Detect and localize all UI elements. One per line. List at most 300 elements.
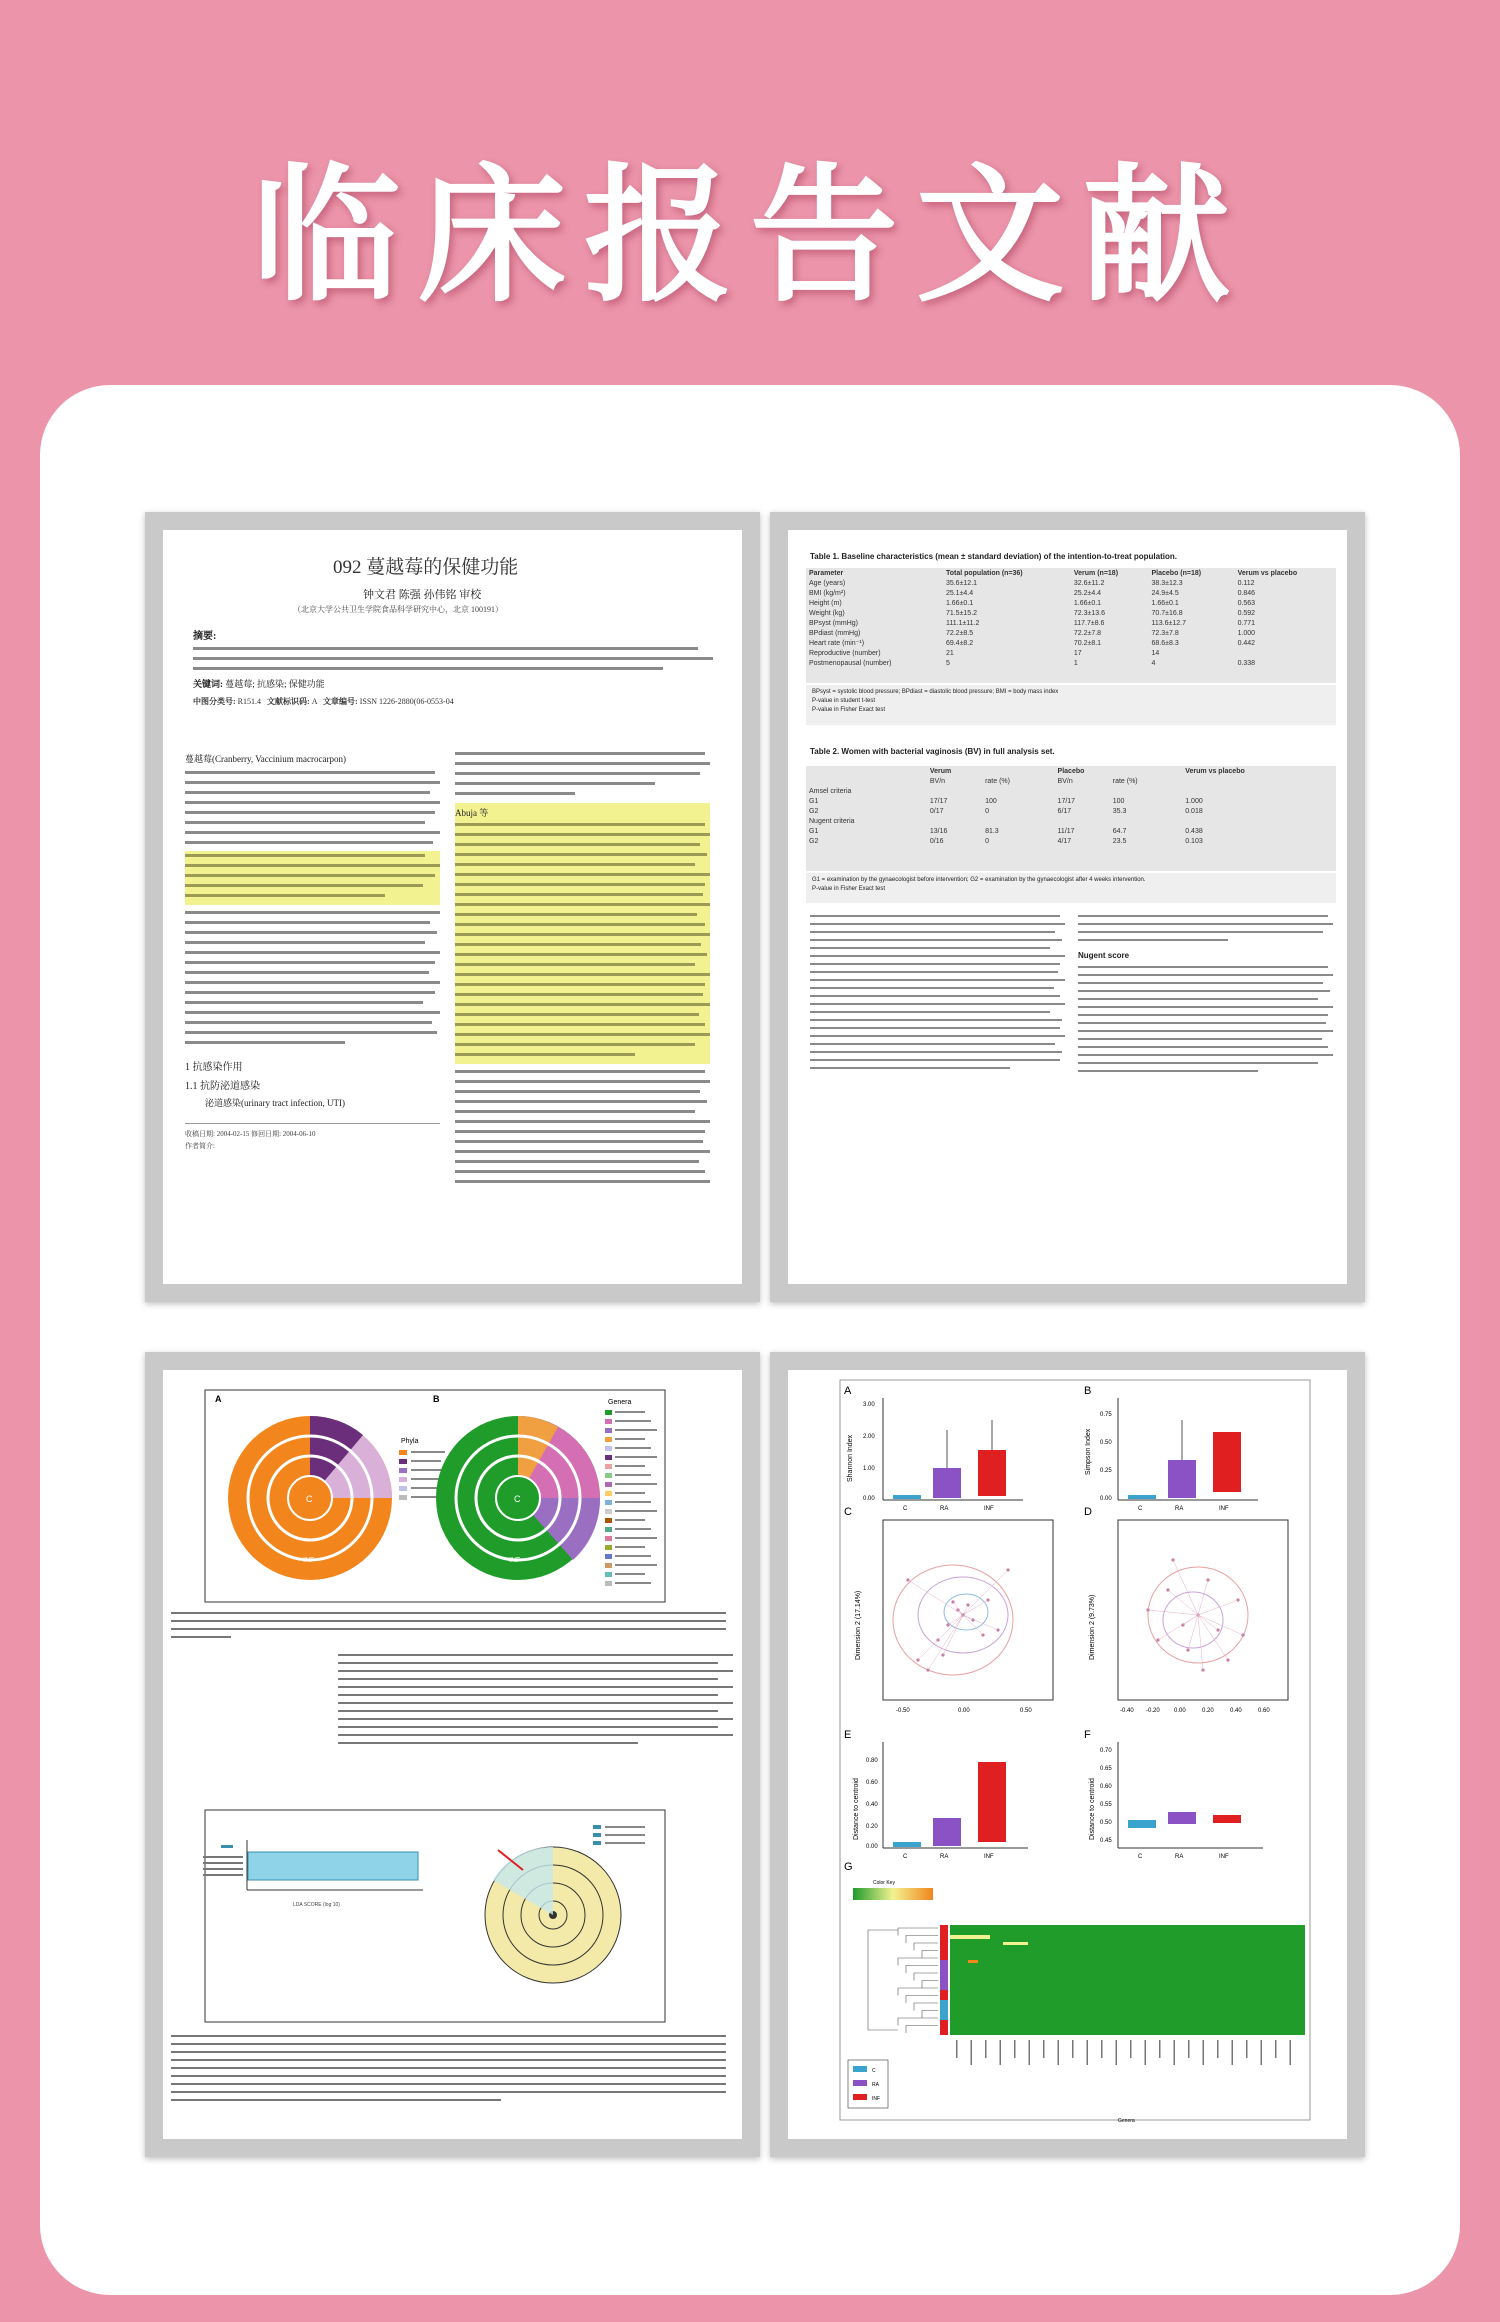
table1-cell: BMI (kg/m²) (809, 589, 846, 597)
legend-b-text-line (615, 1537, 657, 1539)
table2-row (806, 816, 1336, 826)
body-text-line (338, 1694, 718, 1696)
body-col-left (810, 915, 1065, 1075)
e-x-c: C (903, 1854, 908, 1860)
page-title: 临床报告文献 (252, 150, 1248, 322)
scatter-spoke (1198, 1580, 1208, 1615)
legend-b-swatch (605, 1419, 612, 1424)
table2-cell (1055, 786, 1110, 796)
caption-text-line (171, 2083, 726, 2085)
body-text-line (338, 1662, 718, 1664)
heatmap-x-label (1246, 2040, 1248, 2058)
b-tick-1: 0.50 (1100, 1440, 1112, 1446)
pcoa-plot-d (1089, 1520, 1288, 1714)
table2-cell: 100 (985, 797, 997, 805)
simpson-box-ra (1168, 1460, 1196, 1498)
table2-sub-cell: BV/n (929, 777, 946, 785)
table1-cell: 24.9±4.5 (1151, 589, 1179, 597)
table2-row (806, 796, 1336, 806)
table1-row (806, 658, 1336, 668)
legend-b-swatch (605, 1491, 612, 1496)
donut-a-center-label: C (306, 1494, 313, 1504)
d-ylabel: Dimension 2 (9.73%) (1089, 1594, 1096, 1660)
a-tick-3: 0.00 (863, 1496, 875, 1502)
table2-note: P-value in Fisher Exact test (812, 886, 886, 892)
table2-cell: G1 (809, 827, 819, 835)
body-text-line (338, 1742, 638, 1744)
table1-cell: 0.442 (1237, 639, 1256, 647)
table2-cell: 0 (985, 837, 989, 845)
body-text-line (338, 1710, 718, 1712)
body-text-line (338, 1654, 733, 1656)
f-tick-0: 0.70 (1100, 1748, 1112, 1754)
b-tick-3: 0.00 (1100, 1496, 1112, 1502)
e-tick-0: 0.80 (866, 1758, 878, 1764)
legend-b-swatch (605, 1482, 612, 1487)
d-xtick-1: -0.20 (1146, 1708, 1160, 1714)
dendro-branch (898, 1958, 938, 1966)
table1-cell: 1.66±0.1 (945, 599, 974, 607)
f-box-ra (1168, 1812, 1196, 1824)
table1-cell: 70.2±8.1 (1073, 639, 1102, 647)
table1-cell: Heart rate (min⁻¹) (809, 640, 865, 647)
table1-cell: 1.000 (1237, 629, 1256, 637)
legend-b-swatch (605, 1518, 612, 1523)
section-1-1-heading: 1.1 抗防泌道感染 (185, 1081, 260, 1092)
table2-cell: 17/17 (929, 797, 948, 805)
body-text-line (338, 1734, 733, 1736)
donut-a-outer-label: INF (303, 1557, 315, 1564)
table2-cell: 0.438 (1185, 827, 1203, 835)
c-ylabel: Dimension 2 (17.14%) (855, 1590, 862, 1660)
legend-b-text-line (615, 1492, 645, 1494)
dendro-branch (922, 1981, 938, 1989)
table2-cell: 0/16 (929, 837, 944, 845)
table1-cell: 25.2±4.4 (1073, 589, 1102, 597)
legend-b-text-line (615, 1582, 651, 1584)
table2-sub-cell: BV/n (1057, 777, 1073, 785)
a-tick-0: 3.00 (863, 1402, 875, 1408)
d-xtick-2: 0.00 (1174, 1708, 1186, 1714)
legend-b-swatch (605, 1527, 612, 1532)
table2-cell: 13/16 (929, 827, 948, 835)
heatmap-x-label (1188, 2040, 1190, 2058)
table2-cell: 11/17 (1057, 827, 1075, 835)
e-box-inf (978, 1762, 1006, 1842)
table2-cell: 1.000 (1185, 797, 1203, 805)
section-1-1-text: 泌道感染(urinary tract infection, UTI) (205, 1098, 345, 1108)
dendro-branch (922, 1951, 938, 1959)
table1-cell: Age (years) (809, 579, 846, 587)
heatmap-x-label (1203, 2040, 1205, 2065)
heatmap-x-label (1232, 2040, 1234, 2065)
table1-cell: 69.4±8.2 (945, 639, 974, 647)
table2-cell: G2 (809, 807, 819, 815)
cladogram (485, 1847, 621, 1983)
simpson-box-inf (1213, 1432, 1241, 1492)
table2-cell (1055, 816, 1110, 826)
table1-row (806, 618, 1336, 628)
legend-b-text-line (615, 1564, 657, 1566)
legend-a-title: Phyla (401, 1438, 419, 1445)
doc-page-english-tables[interactable] (770, 512, 1365, 1302)
a-tick-2: 1.00 (863, 1466, 875, 1472)
e-x-ra: RA (940, 1854, 949, 1860)
table1-cell: 113.6±12.7 (1151, 619, 1186, 627)
heatmap-x-label (1072, 2040, 1074, 2058)
legend-c-label: C (872, 2068, 876, 2074)
table1-header-cell: Placebo (n=18) (1151, 569, 1202, 577)
shannon-plot (847, 1398, 1023, 1512)
c-xtick-0: -0.50 (896, 1708, 910, 1714)
donut-b-outer-label: INF (509, 1557, 521, 1564)
abstract-block (193, 626, 713, 707)
legend-inf-label: INF (872, 2096, 881, 2102)
heatmap-x-label (1275, 2040, 1277, 2058)
dendro-branch (914, 1973, 938, 1981)
table1-cell: 0.563 (1237, 599, 1256, 607)
heatmap-x-label (1058, 2040, 1060, 2065)
a-x-c: C (903, 1506, 908, 1512)
f-tick-2: 0.60 (1100, 1784, 1112, 1790)
article-title: 092 蔓越莓的保健功能 (333, 557, 519, 578)
table2-cell (1110, 786, 1182, 796)
c-xtick-1: 0.00 (958, 1708, 970, 1714)
dendro-branch (898, 1928, 938, 1936)
legend-inf (853, 2094, 867, 2100)
body-text-line (338, 1702, 733, 1704)
scatter-spoke (953, 1602, 963, 1615)
table2-cell (982, 816, 1054, 826)
legend-b-swatch (605, 1572, 612, 1577)
table1-cell: 0.846 (1237, 589, 1256, 597)
f-x-inf: INF (1219, 1854, 1229, 1860)
color-key-bar (853, 1888, 933, 1900)
e-box-ra (933, 1818, 961, 1846)
dendrogram (868, 1928, 938, 2033)
e-tick-4: 0.00 (866, 1844, 878, 1850)
legend-b-text-line (615, 1438, 645, 1440)
panel-g: G (844, 1861, 853, 1873)
heatmap-x-label (1217, 2040, 1219, 2058)
table1-cell: 32.6±11.2 (1073, 579, 1105, 587)
legend-b-text-line (615, 1519, 645, 1521)
legend-b-swatch (605, 1536, 612, 1541)
legend-b-text-line (615, 1546, 645, 1548)
table1-row (806, 588, 1336, 598)
a-x-inf: INF (984, 1506, 994, 1512)
legend-b-swatch (605, 1563, 612, 1568)
table1-cell: 14 (1151, 649, 1160, 657)
legend-b-swatch (605, 1500, 612, 1505)
dendro-branch (898, 1988, 938, 1996)
article-affiliation: （北京大学公共卫生学院食品科学研究中心，北京 100191） (293, 605, 503, 614)
table1-cell: Postmenopausal (number) (809, 659, 892, 667)
table1-cell: 117.7±8.6 (1073, 619, 1105, 627)
f-box-c (1128, 1820, 1156, 1828)
b-tick-2: 0.25 (1100, 1468, 1112, 1474)
caption-text-line (171, 2091, 726, 2093)
d-xtick-0: -0.40 (1120, 1708, 1134, 1714)
heatmap-x-label (1130, 2040, 1132, 2058)
table1-cell: 1 (1073, 659, 1078, 667)
table2-cell (982, 786, 1054, 796)
simpson-plot (1085, 1398, 1258, 1512)
body-text-line (338, 1718, 733, 1720)
table2-cell: 4/17 (1057, 837, 1072, 845)
donut-b-center-label: C (514, 1494, 521, 1504)
color-key-title: Color Key (873, 1880, 895, 1886)
scatter-spoke (918, 1615, 963, 1660)
panel-a-label: A (215, 1394, 222, 1404)
table1-cell: 0.592 (1237, 609, 1256, 617)
table2-cell: G2 (809, 837, 819, 845)
table2-cell: 23.5 (1112, 837, 1127, 845)
scatter-spoke (1148, 1610, 1198, 1615)
table1-cell: 71.5±15.2 (945, 609, 978, 617)
legend-b-title: Genera (608, 1399, 632, 1406)
panel-a: A (844, 1385, 852, 1397)
a-tick-1: 2.00 (863, 1434, 875, 1440)
f-tick-3: 0.55 (1100, 1802, 1112, 1808)
figure3-body-lines (338, 1654, 733, 1744)
article-no-value: ISSN 1226-2880(06-0553-04 (359, 697, 454, 706)
table1-cell: 35.6±12.1 (945, 579, 978, 587)
caption-text-line (171, 2051, 726, 2053)
legend-b-swatch (605, 1464, 612, 1469)
caption-text-line (171, 2035, 726, 2037)
legend-b-text-line (615, 1510, 657, 1512)
legend-b-text-line (615, 1456, 657, 1458)
table1-cell: Weight (kg) (809, 609, 845, 617)
caption-text-line (171, 2075, 726, 2077)
scatter-spoke (963, 1615, 983, 1635)
table1-note: P-value in Fisher Exact test (812, 707, 886, 713)
table1-header-cell: Total population (n=36) (945, 569, 1023, 577)
legend-ra-label: RA (872, 2082, 879, 2088)
heatmap-x-label (1101, 2040, 1103, 2058)
dendro-branch (906, 1936, 938, 1944)
figure-svg (788, 1370, 1347, 2139)
e-box-c (893, 1842, 921, 1847)
table1-cell: 111.1±11.2 (945, 619, 980, 627)
panel-b-label: B (433, 1394, 440, 1404)
section-1-heading: 1 抗感染作用 (185, 1062, 243, 1073)
footer-received: 收稿日期: 2004-02-15 修回日期: 2004-06-10 (185, 1130, 316, 1138)
shannon-ylabel: Shannon Index (847, 1434, 854, 1482)
panel-f: F (1084, 1729, 1091, 1741)
b-x-c: C (1138, 1506, 1143, 1512)
e-ylabel: Distance to centroid (853, 1778, 860, 1840)
code-value: A (311, 697, 318, 706)
table1-row (806, 578, 1336, 588)
e-tick-3: 0.20 (866, 1824, 878, 1830)
table2-group-cell: Verum vs placebo (1185, 767, 1245, 775)
table1-cell: 1.66±0.1 (1073, 599, 1102, 607)
table1-cell: 5 (945, 659, 950, 667)
donut-a (228, 1416, 392, 1580)
table2 (806, 766, 1336, 871)
table2-sub-cell: rate (%) (985, 777, 1010, 785)
table2-row (806, 786, 1336, 796)
table2-sub-cell: rate (%) (1112, 777, 1138, 785)
table2-cell: 17/17 (1057, 797, 1076, 805)
lda-bar (248, 1852, 418, 1880)
scatter-spoke (963, 1615, 973, 1620)
table2-cell: 64.7 (1112, 827, 1127, 835)
legend-b-swatch (605, 1446, 612, 1451)
nugent-heading: Nugent score (1078, 951, 1130, 960)
table1-cell: 17 (1073, 649, 1082, 657)
doc-page-chinese-article[interactable] (145, 512, 760, 1302)
f-ylabel: Distance to centroid (1089, 1778, 1096, 1840)
table2-cell: 0/17 (929, 807, 944, 815)
dendro-root (868, 1930, 898, 2030)
b-x-ra: RA (1175, 1506, 1184, 1512)
table1-row (806, 628, 1336, 638)
table2-cell: 6/17 (1057, 807, 1072, 815)
dendro-branch (906, 2026, 938, 2034)
heatmap-x-label (1000, 2040, 1002, 2065)
panel-b: B (1084, 1385, 1092, 1397)
heatmap-x-label (1014, 2040, 1016, 2058)
table1-cell: 1.66±0.1 (1151, 599, 1179, 607)
table1-cell: Height (m) (809, 599, 842, 607)
intro-start: 蔓越莓(Cranberry, Vaccinium macrocarpon) (185, 754, 346, 764)
distance-plot-e (853, 1742, 1028, 1860)
legend-b-text-line (615, 1447, 651, 1449)
donut-b (436, 1416, 600, 1580)
table1-notes (806, 685, 1336, 725)
d-xtick-4: 0.40 (1230, 1708, 1242, 1714)
body-col-right (1078, 915, 1333, 1078)
legend-b-text-line (615, 1429, 657, 1431)
scatter-spoke (1198, 1600, 1238, 1615)
heatmap-x-label (1159, 2040, 1161, 2058)
legend-b-text-line (615, 1411, 645, 1413)
legend-b-text-line (615, 1573, 645, 1575)
footer-author: 作者简介: (185, 1142, 215, 1150)
table1-cell: 72.2±8.5 (945, 629, 974, 637)
table2-cell (1110, 816, 1182, 826)
heatmap-x-label (1116, 2040, 1118, 2065)
legend-b-text-line (615, 1420, 651, 1422)
table1-header-cell: Verum (n=18) (1073, 569, 1119, 577)
legend-b-swatch (605, 1509, 612, 1514)
table1-cell: BPdiast (mmHg) (809, 629, 861, 637)
body-text-line (338, 1686, 733, 1688)
table2-cell: 0.018 (1185, 807, 1203, 815)
b-tick-0: 0.75 (1100, 1412, 1112, 1418)
e-tick-2: 0.40 (866, 1802, 878, 1808)
legend-b-text-line (615, 1501, 651, 1503)
scatter-spoke (928, 1615, 963, 1670)
table2-notes (806, 873, 1336, 903)
distance-plot-f (1089, 1742, 1263, 1860)
documents-card (40, 385, 1460, 2295)
scatter-spoke (963, 1570, 1008, 1615)
scatter-spoke (963, 1615, 998, 1630)
heatmap-x-label (1261, 2040, 1263, 2065)
table2-cell: 100 (1112, 797, 1125, 805)
class-label: 中图分类号: (193, 697, 236, 706)
heatmap (848, 1880, 1305, 2124)
table2-row (806, 836, 1336, 846)
class-value: R151.4 (237, 697, 262, 706)
f-tick-5: 0.45 (1100, 1838, 1112, 1844)
figure3-caption-lines (171, 1612, 726, 1638)
table1-cell: Reproductive (number) (809, 649, 881, 657)
f-tick-1: 0.65 (1100, 1766, 1112, 1772)
table1-cell: 72.3±13.6 (1073, 609, 1105, 617)
heatmap-x-label (1029, 2040, 1031, 2065)
heatmap-body (950, 1925, 1305, 2035)
table2-cell: 35.3 (1112, 807, 1127, 815)
legend-b-swatch (605, 1455, 612, 1460)
legend-b-text-line (615, 1555, 651, 1557)
heatmap-x-label (1145, 2040, 1147, 2065)
table1-row (806, 638, 1336, 648)
e-tick-1: 0.60 (866, 1780, 878, 1786)
right-column (455, 752, 710, 1190)
legend-b-swatch (605, 1437, 612, 1442)
heatmap-x-label (1174, 2040, 1176, 2065)
table2-row (806, 806, 1336, 816)
doc-page-pie-figures[interactable] (145, 1352, 760, 2157)
legend-ra (853, 2080, 867, 2086)
table1-cell: 38.3±12.3 (1151, 579, 1183, 587)
table2-cell: 0.103 (1185, 837, 1203, 845)
legend-b-text-line (615, 1528, 651, 1530)
dendro-branch (914, 1943, 938, 1951)
table1-cell: BPsyst (mmHg) (809, 619, 858, 627)
table2-cell: Amsel criteria (809, 787, 852, 795)
heatmap-x-label (1290, 2040, 1292, 2065)
legend-c (853, 2066, 867, 2072)
panel-c: C (844, 1506, 852, 1518)
article-authors: 钟文君 陈强 孙伟铭 审校 (363, 589, 482, 601)
table1-cell: 68.6±8.3 (1151, 639, 1179, 647)
right-start: Abuja 等 (455, 808, 489, 818)
table1-row (806, 598, 1336, 608)
shannon-box-c (893, 1495, 921, 1499)
a-x-ra: RA (940, 1506, 949, 1512)
legend-b-text-line (615, 1465, 645, 1467)
body-text-line (338, 1670, 733, 1672)
scatter-spoke (1198, 1615, 1203, 1670)
table1-row (806, 648, 1336, 658)
legend-b-swatch (605, 1554, 612, 1559)
caption-text-line (171, 2043, 726, 2045)
article-no-label: 文章编号: (323, 697, 358, 706)
table1-header-cell: Parameter (809, 569, 844, 577)
body-text-line (338, 1726, 718, 1728)
f-x-c: C (1138, 1854, 1143, 1860)
figure4-legend (593, 1825, 645, 1845)
table1-cell: 0.112 (1237, 579, 1255, 587)
f-x-ra: RA (1175, 1854, 1184, 1860)
doc-page-statistics-figure[interactable] (770, 1352, 1365, 2157)
caption-text-line (171, 2059, 726, 2061)
table2-cell: 0 (985, 807, 989, 815)
table1-cell: 25.1±4.4 (945, 589, 974, 597)
table1-note: BPsyst = systolic blood pressure; BPdiast = diastolic blood pressure; BMI = body mass index (812, 689, 1059, 695)
figure4-caption-lines (171, 2035, 726, 2101)
keywords-label: 关键词: (193, 679, 223, 689)
table2-group-cell: Verum (929, 767, 952, 775)
dendro-branch (914, 2003, 938, 2011)
heatmap-x-label (956, 2040, 958, 2058)
